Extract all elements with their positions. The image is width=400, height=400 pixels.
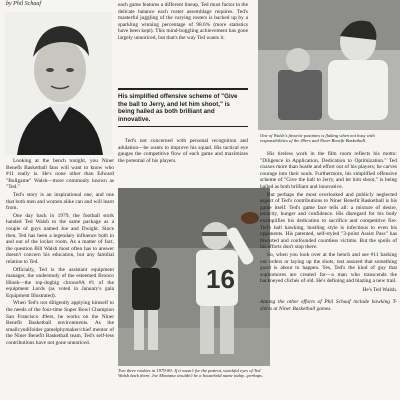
photo-caption-bottom: Two three rookies in 1979-80: If it wasn't for the patient, watchful eyes of Ted Walsh back there, Joe Montana wouldn't be a household name today...perhaps. (118, 368, 264, 379)
paragraph: Looking at the bench tonight, you Niner Benefit Basketball fans will want to know who #11 really is. He's none other than Edward "Bullgame" Walsh—more commonly known as "Ted." (6, 158, 114, 191)
svg-text:16: 16 (206, 264, 235, 294)
paragraph: One day back in 1979, the football stork handed Ted Walsh to the same package as a couple of guys named Joe and Dwight. Since then, Ted has been a legendary influence both in and out of the locker room. As a matter of fact, the question Bill Walsh most often has to answer doesn't concern his education, but any familial relation to Ted. (6, 212, 114, 265)
portrait-photo (5, 12, 112, 155)
top-right-photo (258, 0, 400, 130)
paragraph: His tireless work in the film room reflects his motto: "Diligence in Application, Dedication to Optimization." Ted coaxes more than hustle and effort out of his players; he carves courage into their souls. Furthermore, his simplified offensive scheme of "Give the ball to Jerry, and let him shoot," is being hailed as both brilliant and innovative. (260, 151, 397, 190)
article-column-2-top (118, 2, 248, 43)
photo-caption-top-right: One of Walsh's favorite pastimes is flaking when not busy with responsibilities of the 49ers and Niner Benefit Basketball. (260, 133, 375, 144)
article-column-3 (260, 151, 397, 313)
author-note: Among the other efforts of Phil Schaaf include hawking T-shirts at Niner Basketball games. (260, 299, 397, 313)
signature-line: He's Ted Walsh. (362, 286, 397, 293)
paragraph: So, when you look over at the bench and see #11 barking out orders or laying up the shots, rest assured that something good is about to happen. Yes, Ted's the kind of guy that sophomores are created for—a man who transcends the hackneyed clichés of old. He's defining and blazing a new trail. (260, 251, 397, 285)
paragraph: Officially, Ted is the assistant equipment manager, the understudy of the esteemed Bronco Hinek—the top-dogbig chrono#A #1 of the equipment Lords (as voted in January's gala Equipment Illustrated). (6, 266, 114, 299)
paragraph: Ted's not concerned with personal recognition and adulation—he wants to improve his squad. His tactical eye gauges the competitive flow of each game and maximizes the potential of his players. (118, 138, 248, 164)
byline: by Phil Schaaf (6, 1, 41, 7)
paragraph: When Ted's not diligently applying himself to the needs of the four-time Super Bowl Champion San Francisco 49ers, he works on the Niner Benefit Basketball environments. As the smallcyndifolder gamelphymaker/chief mentor of the Niner Benefit Basketball team, Ted's self-less contributions have not gone unnoticed. (6, 300, 114, 347)
article-column-1 (6, 158, 114, 348)
football-photo (118, 188, 270, 366)
paragraph: each game features a different lineup, Ted must factor in the delicate balance each roster assemblage requires. Ted's masterful juggling of the varying rosters is backed up by a sparkling winning percentage of 98.6% (more statistics have been kept). This mind-boggling achievement has gone largely unnoticed, but that's the way Ted wants it. (118, 2, 248, 41)
paragraph: Ted's story is an inspirational one, and one that both men and women alike can and will learn from. (6, 191, 114, 212)
paragraph: But perhaps the most overlooked and publicly neglected aspect of Ted's contributions to Niner Benefit Basketball is his game itself. Ted's game face tells all: a mixture of desire, tenacity, hunger and confidence. His disregard for his body exemplifies his dedication to sacrifice and competitive fire. Ted's ball hawking, hustling style is infectious to even his opponents. His patented, self-styled "3-point Assist Pass" has thwarted and confounded countless victims. But the spoils of his efforts don't stop there. (260, 191, 397, 251)
article-column-2-middle (118, 138, 248, 165)
pull-quote: His simplified offensive scheme of "Give the ball to Jerry, and let him shoot," is being hailed as both brilliant and innovative. (118, 88, 248, 127)
